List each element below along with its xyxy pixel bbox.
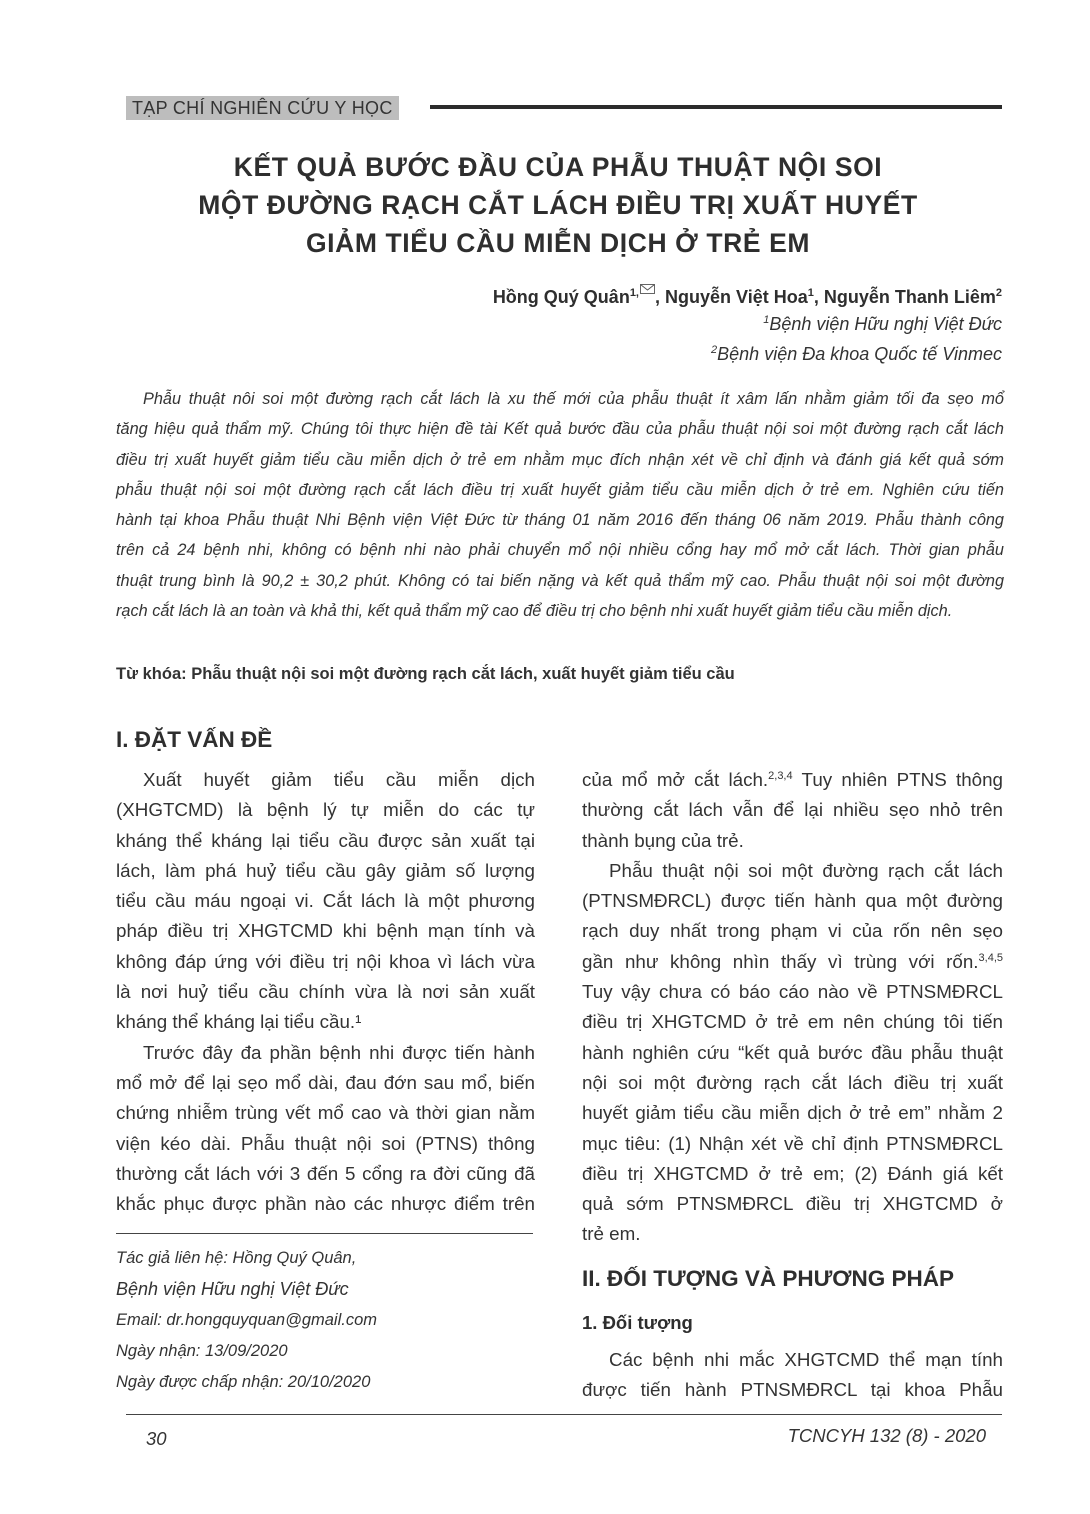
body-text: gần như không nhìn thấy vì trùng với rốn. (582, 950, 979, 972)
body-line: là nơi huỷ tiểu cầu chính vừa là nơi sản xuất (116, 981, 535, 1003)
envelope-icon[interactable] (640, 284, 655, 294)
author-name: Nguyễn Thanh Liêm (823, 287, 996, 307)
citation-sup: 2,3,4 (768, 770, 793, 782)
body-text: của mổ mở cắt lách. (582, 769, 769, 790)
subsection-heading: 1. Đối tượng (582, 1312, 693, 1333)
journal-name: TẠP CHÍ NGHIÊN CỨU Y HỌC (126, 96, 399, 120)
body-line: kháng thể kháng lại tiểu cầu.¹ (116, 1011, 362, 1033)
body-line: Phẫu thuật nội soi một đường rạch cắt lách (609, 859, 1003, 881)
body-line: pháp điều trị XHGTCMD khi bệnh mạn tính và (116, 920, 535, 942)
section-heading-methods: II. ĐỐI TƯỢNG VÀ PHƯƠNG PHÁP (582, 1266, 954, 1291)
body-line: rạch duy nhất trong phạm vi của rốn nên sẹo (582, 920, 1003, 942)
body-column-right-continued (582, 1345, 1003, 1406)
body-line: thường cắt lách vẫn để lại nhiều sẹo nhỏ trên (582, 799, 1003, 821)
footnote-rule (116, 1233, 533, 1234)
body-line: huyết giảm tiểu cầu miễn dịch ở trẻ em” nhằm 2 (582, 1102, 1003, 1124)
body-line: Các bệnh nhi mắc XHGTCMD thể mạn tính (609, 1349, 1003, 1370)
section-heading-introduction: I. ĐẶT VẤN ĐỀ (116, 727, 273, 752)
body-line: mục tiêu: (1) Nhận xét về chỉ định PTNSMĐRCL (582, 1132, 1003, 1154)
title-line: KẾT QUẢ BƯỚC ĐẦU CỦA PHẪU THUẬT NỘI SOI (233, 152, 883, 182)
footer-rule (126, 1414, 1002, 1415)
abstract-line: điều trị xuất huyết giảm tiểu cầu miễn dịch ở trẻ em nhằm mục đích nhận xét về chỉ định và đánh giá kết quả sớm (116, 450, 1004, 469)
title-line: MỘT ĐƯỜNG RẠCH CẮT LÁCH ĐIỀU TRỊ XUẤT HUYẾT (198, 190, 918, 220)
abstract-line: phẫu thuật nội soi một đường rạch cắt lách điều trị xuất huyết giảm tiểu cầu miễn dịch ở trẻ em. Nghiên cứu tiến (116, 480, 1004, 499)
abstract-line: trên cả 24 bệnh nhi, không có bệnh nhi nào phải chuyển mổ nội nhiều cổng hay mổ mở cắt lách. Thời gian phẫu (116, 541, 1004, 560)
footnote-line: Ngày nhận: 13/09/2020 (116, 1342, 288, 1360)
body-line: được tiến hành PTNSMĐRCL tại khoa Phẫu (582, 1379, 1003, 1401)
body-line: quả sớm PTNSMĐRCL điều trị XHGTCMD ở (582, 1193, 1003, 1215)
body-line: mổ mở để lại sẹo mổ dài, đau đớn sau mổ, biến (116, 1071, 535, 1093)
body-line: tiểu cầu máu ngoại vi. Cắt lách là một phương (116, 890, 535, 912)
affiliation (711, 344, 1002, 365)
body-text: Tuy nhiên PTNS thông (792, 769, 1003, 790)
footnote-line: Bệnh viện Hữu nghị Việt Đức (116, 1279, 349, 1299)
body-line: viện kéo dài. Phẫu thuật nội soi (PTNS) thông (116, 1132, 535, 1154)
footnote-email[interactable]: Email: dr.hongquyquan@gmail.com (116, 1311, 378, 1329)
affiliation-text: Bệnh viện Đa khoa Quốc tế Vinmec (717, 344, 1002, 364)
abstract-line: hành tại khoa Phẫu thuật Nhi Bệnh viện Việt Đức từ tháng 01 năm 2016 đến tháng 06 năm 2019. Phẫu thành công (116, 511, 1004, 530)
body-line: trẻ em. (582, 1223, 641, 1245)
body-line: điều trị XHGTCMD ở trẻ em nên chúng tôi tiến (582, 1011, 1003, 1033)
body-line: (PTNSMĐRCL) được tiến hành qua một đường (582, 890, 1003, 912)
affiliation-text: Bệnh viện Hữu nghị Việt Đức (769, 314, 1002, 334)
body-column-right (582, 765, 1003, 1250)
header-rule (430, 105, 1002, 109)
author-sup: 1, (629, 287, 639, 299)
abstract-line: thuật trung bình là 90,2 ± 30,2 phút. Không có tai biến nặng và kết quả thẩm mỹ cao. Phẫu thuật nội soi một đường (116, 571, 1004, 590)
footer-journal: TCNCYH 132 (8) - 2020 (787, 1425, 986, 1446)
body-line: chứng nhiễm trùng vết mổ cao và thời gian nằm (116, 1102, 535, 1124)
body-line (582, 947, 1003, 977)
body-line: điều trị XHGTCMD ở trẻ em; (2) Đánh giá kết (582, 1162, 1003, 1184)
body-column-left (116, 765, 535, 1219)
keywords: Từ khóa: Phẫu thuật nội soi một đường rạch cắt lách, xuất huyết giảm tiểu cầu (116, 665, 735, 683)
body-line: hành nghiên cứu “kết quả bước đầu phẫu thuật (582, 1041, 1003, 1063)
footnote-line: Ngày được chấp nhận: 20/10/2020 (116, 1373, 371, 1391)
author-sup: 1 (807, 287, 814, 299)
abstract (116, 384, 1004, 626)
author-name: Nguyễn Việt Hoa (665, 287, 808, 307)
body-line: Xuất huyết giảm tiểu cầu miễn dịch (143, 769, 535, 790)
body-line: nội soi một đường rạch cắt lách điều trị xuất (582, 1071, 1003, 1093)
footnote-line: Tác giả liên hệ: Hồng Quý Quân, (116, 1249, 357, 1267)
abstract-line: tăng hiệu quả thẩm mỹ. Chúng tôi thực hiện đề tài Kết quả bước đầu của phẫu thuật nội soi một đường rạch cắt lách (116, 420, 1004, 439)
author-list (493, 284, 1002, 308)
article-title (100, 148, 1016, 262)
affiliation-sup: 2 (711, 344, 718, 356)
body-line: không đáp ứng với điều trị nội khoa vì lách vừa (116, 950, 535, 972)
author-name: Hồng Quý Quân (492, 287, 630, 307)
body-line: kháng thể kháng lại tiểu cầu được sản xuất tại (116, 829, 535, 851)
correspondence-footnote (116, 1243, 377, 1398)
body-line: thường cắt lách với 3 đến 5 cổng ra đời cũng đã (116, 1162, 535, 1184)
title-line: GIẢM TIỂU CẦU MIỄN DỊCH Ở TRẺ EM (305, 228, 811, 258)
body-line: Tuy vậy chưa có báo cáo nào về PTNSMĐRCL (582, 981, 1003, 1003)
body-line: Trước đây đa phần bệnh nhi được tiến hành (143, 1041, 535, 1063)
affiliation-sup: 1 (763, 314, 770, 326)
body-line (582, 765, 1003, 795)
body-line: khắc phục được phần nào các nhược điểm trên (116, 1193, 535, 1215)
abstract-line: Phẫu thuật nôi soi một đường rạch cắt lách là xu thế mới của phẫu thuật ít xâm lấn nhằm giảm tối đa sẹo mổ (143, 390, 1004, 408)
author-sup: 2 (995, 287, 1002, 299)
citation-sup: 3,4,5 (978, 951, 1003, 964)
body-line: thành bụng của trẻ. (582, 829, 744, 851)
page-number: 30 (146, 1428, 167, 1449)
author-separator: , (655, 287, 666, 307)
abstract-line: rạch cắt lách là an toàn và khả thi, kết quả thẩm mỹ cao để điều trị cho bệnh nhi xuất huyết giảm tiểu cầu miễn dịch. (116, 602, 953, 621)
affiliation (763, 314, 1002, 335)
author-separator: , (813, 287, 824, 307)
body-line: lách, làm phá huỷ tiểu cầu gây giảm số lượng (116, 859, 535, 881)
body-line: (XHGTCMD) là bệnh lý tự miễn do các tự (116, 799, 535, 821)
